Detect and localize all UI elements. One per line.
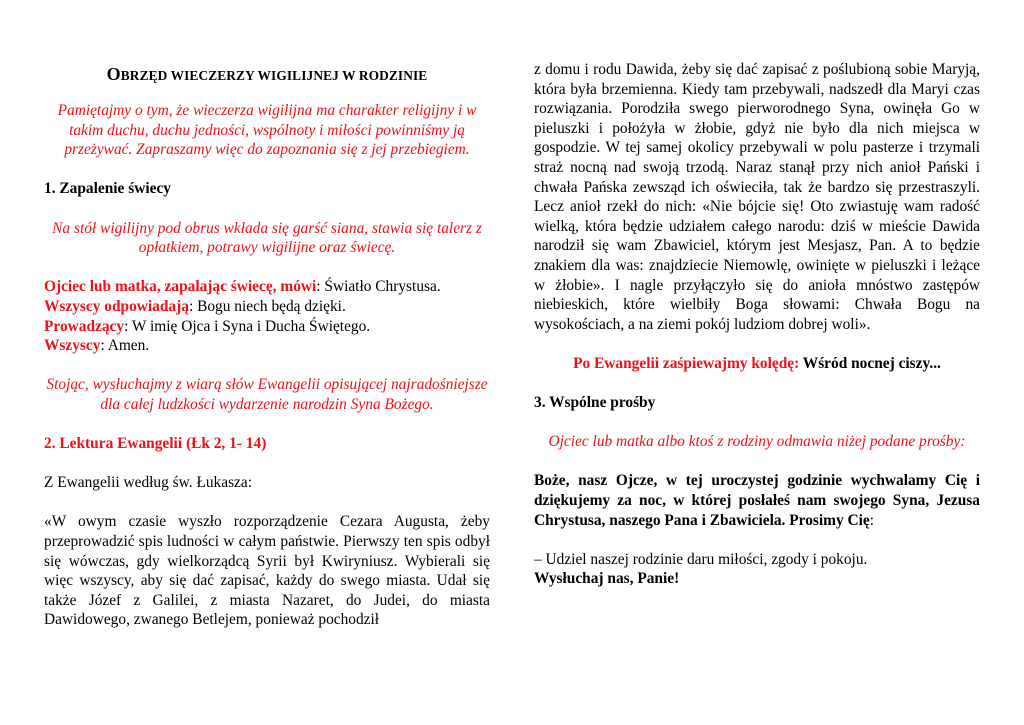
dialog-line [44, 297, 490, 317]
section2-heading: 2. Lektura Ewangelii (Łk 2, 1- 14) [44, 435, 267, 453]
section1-heading: 1. Zapalenie świecy [44, 180, 171, 198]
dialog-text: : Amen. [100, 337, 150, 355]
right-column [534, 60, 980, 589]
gospel-text-part2: z domu i rodu Dawida, żeby się dać zapisać z poślubioną sobie Maryją, która była brzemienna. Kiedy tam przebywali, nadszedł dla Maryi czas rozwiązania. Porodziła swego pierworodnego Syna, owinęła Go w pieluszki i położyła w żłobie, gdyż nie było dla nich miejsca w gospodzie. W tej samej okolicy przebywali w polu pasterze i trzymali straż nocną nad swoją trzodą. Naraz stanął przy nich anioł Pański i chwała Pańska zewsząd ich oświeciła, tak że bardzo się przestraszyli. Lecz anioł rzekł do nich: «Nie bójcie się! Oto zwiastuję wam radość wielką, która będzie udziałem całego narodu: dziś w mieście Dawida narodził się wam Zbawiciel, którym jest Mesjasz, Pan. A to będzie znakiem dla was: znajdziecie Niemowlę, owinięte w pieluszki i leżące w żłobie». I nagle przyłączyło się do anioła mnóstwo zastępów niebieskich, które wielbiły Boga słowami: Chwała Bogu na wysokościach, a na ziemi pokój ludziom dobrej woli». [534, 61, 980, 333]
dialog-text: : Światło Chrystusa. [316, 278, 441, 296]
title-rest: BRZĘD WIECZERZY WIGILIJNEJ W RODZINIE [120, 68, 428, 83]
carol-line [534, 354, 980, 374]
prayer-opening-end: : [869, 511, 875, 529]
dialog-speaker: Wszyscy [44, 337, 101, 355]
left-column [44, 60, 490, 630]
dialog-text: : W imię Ojca i Syna i Ducha Świętego. [124, 317, 371, 335]
dialog-line [44, 277, 490, 297]
carol-title: Wśród nocnej ciszy... [799, 354, 941, 372]
dialog-line [44, 317, 490, 337]
gospel-intro: Z Ewangelii według św. Łukasza: [44, 474, 252, 492]
dialog-text: : Bogu niech będą dzięki. [188, 297, 346, 315]
prayer-opening-text: Boże, nasz Ojcze, w tej uroczystej godzinie wychwalamy Cię i dziękujemy za noc, w której posłałeś nam swojego Syna, Jezusa Chrystusa, naszego Pana i Zbawiciela. Prosimy Cię [534, 472, 980, 529]
dialog-speaker: Wszyscy odpowiadają [44, 297, 189, 315]
prayer-opening [534, 471, 980, 530]
intro-paragraph: Pamiętajmy o tym, że wieczerza wigilijna ma charakter religijny i w takim duchu, duchu jedności, wspólnoty i miłości powinniśmy ją przeżywać. Zapraszamy więc do zapoznania się z jej przebiegiem. [57, 102, 477, 159]
petition-response: Wysłuchaj nas, Panie! [534, 570, 680, 588]
dialog-line [44, 336, 490, 356]
prayer-instruction: Ojciec lub matka albo ktoś z rodziny odmawia niżej podane prośby: [548, 433, 966, 451]
carol-prefix: Po Ewangelii zaśpiewajmy kolędę: [573, 354, 800, 372]
dialog-speaker: Prowadzący [44, 317, 125, 335]
gospel-text-part1: «W owym czasie wyszło rozporządzenie Cezara Augusta, żeby przeprowadzić spis ludności w całym państwie. Pierwszy ten spis odbył się wówczas, gdy wielkorządcą Syrii był Kwiryniusz. Wybierali się więc wszyscy, aby się dać zapisać, każdy do swego miasta. Udał się także Józef z Galilei, z miasta Nazaret, do Judei, do miasta Dawidowego, zwanego Betlejem, ponieważ pochodził [44, 513, 490, 629]
petition: – Udziel naszej rodzinie daru miłości, zgody i pokoju. [534, 550, 868, 568]
title-first-letter: O [106, 64, 121, 84]
section3-heading: 3. Wspólne prośby [534, 394, 656, 412]
dialog-speaker: Ojciec lub matka, zapalając świecę, mówi [44, 278, 317, 296]
page-title [44, 64, 490, 86]
gospel-instruction: Stojąc, wysłuchajmy z wiarą słów Ewangelii opisującej najradośniejsze dla całej ludzkości wydarzenie narodzin Syna Bożego. [46, 376, 488, 413]
section1-instruction: Na stół wigilijny pod obrus wkłada się garść siana, stawia się talerz z opłatkiem, potrawy wigilijne oraz świecę. [52, 219, 482, 257]
